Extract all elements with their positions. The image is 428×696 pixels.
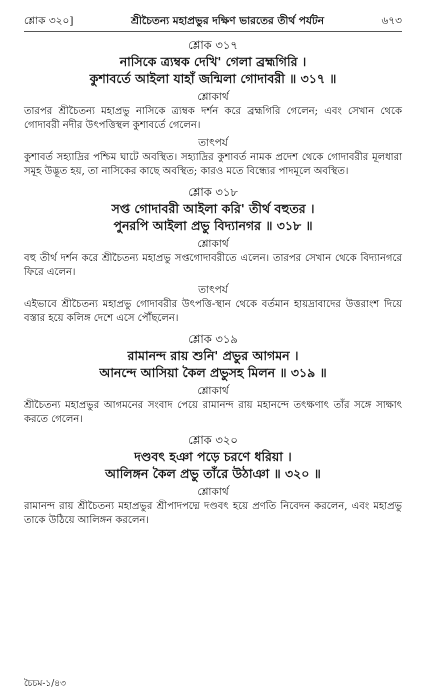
verse-line: রামানন্দ রায় শুনি' প্রভুর আগমন । [127, 348, 299, 363]
header-chapter-title: শ্রীচৈতন্য মহাপ্রভুর দক্ষিণ ভারতের তীর্থ পর্যটন [130, 15, 324, 27]
verse-line: আলিঙ্গন কৈল প্রভু তাঁরে উঠাঞা ॥ ৩২০ ॥ [105, 466, 321, 481]
block-paragraph: তারপর শ্রীচৈতন্য মহাপ্রভু নাসিকে ত্র্যম্বক দর্শন করে ব্রহ্মগিরি গেলেন; এবং সেখান থেকে গোদাবরী নদীর উৎপত্তিস্থল কুশাবর্তে গেলেন। [24, 106, 402, 131]
verse-section [24, 38, 402, 179]
page-footer-signature: চৈচম-১/৪৩ [24, 679, 66, 689]
verse-section [24, 185, 402, 326]
verse-line: সপ্ত গোদাবরী আইলা করি' তীর্থ বহুতর । [111, 201, 315, 216]
block-heading: শ্লোকার্থ [197, 385, 229, 397]
block-heading: শ্লোকার্থ [197, 486, 229, 498]
verse-line: কুশাবর্তে আইলা যাহাঁ জন্মিলা গোদাবরী ॥ ৩১৭ ॥ [89, 71, 337, 86]
block-heading: শ্লোকার্থ [197, 238, 229, 250]
verse-heading: শ্লোক ৩১৮ [188, 185, 238, 199]
block-paragraph: এইভাবে শ্রীচৈতন্য মহাপ্রভু গোদাবরীর উৎপত্তি-স্থান থেকে বর্তমান হায়দ্রাবাদের উত্তরাংশ দিয়ে বস্তার হয়ে কলিঙ্গ দেশে এসে পৌঁছলেন। [24, 299, 402, 324]
verse-line: নাসিকে ত্র্যম্বক দেখি' গেলা ব্রহ্মগিরি । [119, 54, 307, 69]
verse-heading: শ্লোক ৩১৭ [188, 38, 238, 52]
verse-heading: শ্লোক ৩২০ [188, 433, 238, 447]
block-heading: তাৎপর্য [198, 284, 228, 296]
verse-heading: শ্লোক ৩১৯ [188, 332, 238, 346]
block-paragraph: কুশাবর্ত সহ্যাদ্রির পশ্চিম ঘাটে অবস্থিত। সহ্যাদ্রির কুশাবর্ত নামক প্রদেশ থেকে গোদাবরীর মূলধারা সমূহ উদ্ভূত হয়, তা নাসিকের কাছে অবস্থিত; কারও মতে বিন্ধ্যের পাদমূলে অবস্থিত। [24, 152, 402, 177]
verse-section [24, 332, 402, 427]
verse-sections [24, 38, 402, 528]
verse-line: পুনরপি আইলা প্রভু বিদ্যানগর ॥ ৩১৮ ॥ [113, 218, 313, 233]
block-paragraph: রামানন্দ রায় শ্রীচৈতন্য মহাপ্রভুর শ্রীপাদপদ্মে দণ্ডবৎ হয়ে প্রণতি নিবেদন করলেন, এবং মহাপ্রভু তাকে উঠিয়ে আলিঙ্গন করলেন। [24, 501, 402, 526]
block-heading: তাৎপর্য [198, 137, 228, 149]
block-heading: শ্লোকার্থ [197, 91, 229, 103]
header-verse-range: শ্লোক ৩২০] [24, 15, 74, 27]
header-page-number: ৬৭৩ [381, 15, 402, 27]
block-paragraph: শ্রীচৈতন্য মহাপ্রভুর আগমনের সংবাদ পেয়ে রামানন্দ রায় মহানন্দে তৎক্ষণাৎ তাঁর সঙ্গে সাক্ষাৎ করতে গেলেন। [24, 400, 402, 425]
verse-line: আনন্দে আসিয়া কৈল প্রভুসহ মিলন ॥ ৩১৯ ॥ [99, 365, 327, 380]
verse-section [24, 433, 402, 528]
running-header [24, 14, 402, 32]
block-paragraph: বহু তীর্থ দর্শন করে শ্রীচৈতন্য মহাপ্রভু সপ্তগোদাবরীতে এলেন। তারপর সেখান থেকে বিদ্যানগরে ফিরে এলেন। [24, 253, 402, 278]
verse-line: দণ্ডবৎ হঞা পড়ে চরণে ধরিয়া । [134, 449, 292, 464]
